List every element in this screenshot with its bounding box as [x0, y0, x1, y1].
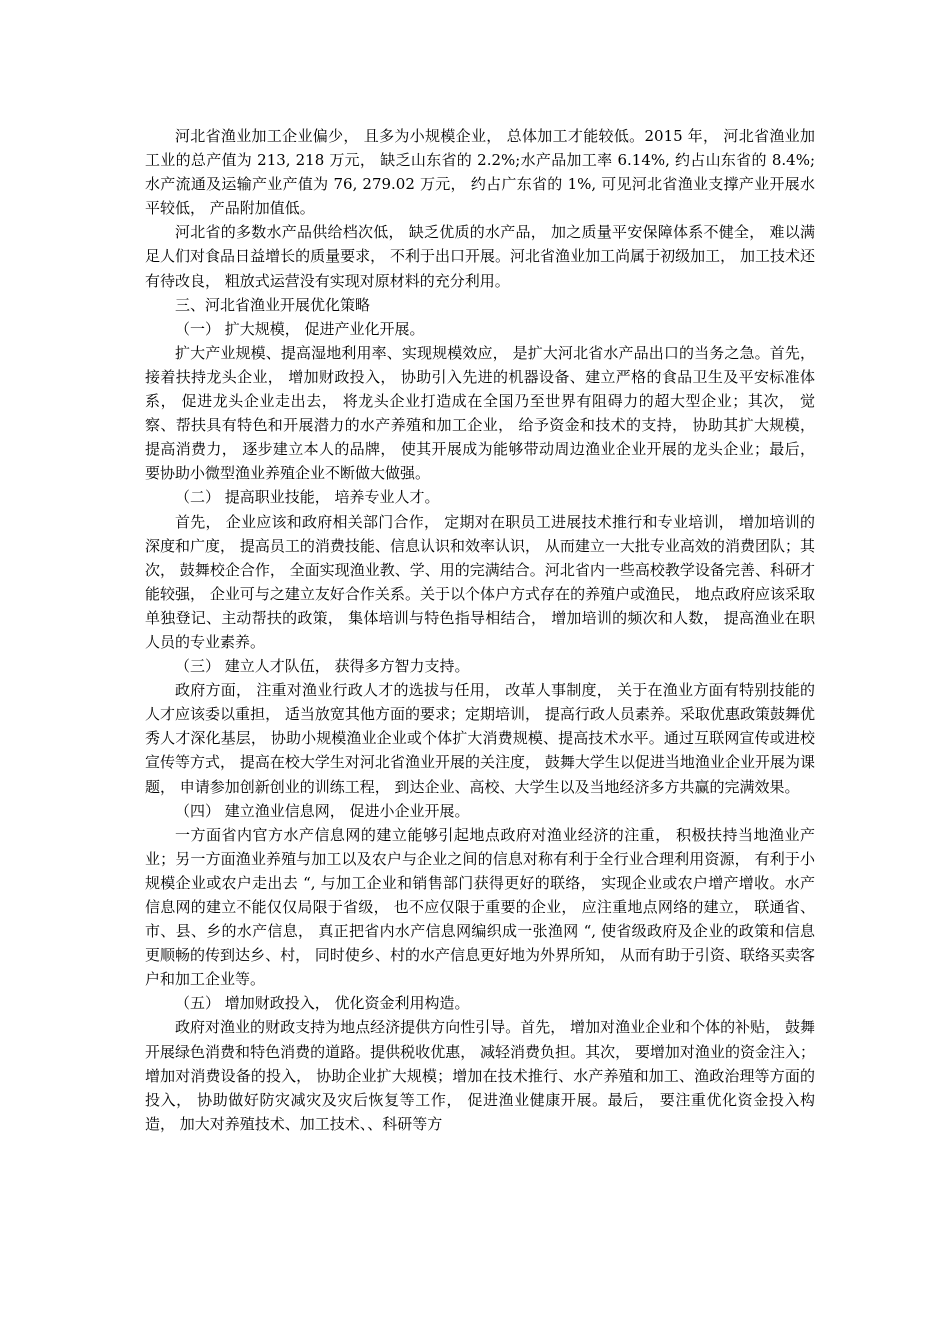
subheading-4: （四） 建立渔业信息网， 促进小企业开展。 [175, 801, 470, 820]
section-heading-strategy: 三、河北省渔业开展优化策略 [175, 295, 371, 314]
paragraph-financial-input: 政府对渔业的财政支持为地点经济提供方向性引导。首先， 增加对渔业企业和个体的补贴， 鼓舞开展绿色消费和特色消费的道路。提供税收优惠， 减轻消费负担。其次， 要增加对渔业的资金注入；增加对消费设备的投入， 协助企业扩大规模；增加在技术推行、水产养殖和加工、渔政治理等方面的投入， 协助做好防灾减灾及灾后恢复等工作， 促进渔业健康开展。最后， 要注重优化资金投入构造， 加大对养殖技术、加工技术、、科研等方 [145, 1018, 815, 1133]
paragraph-product-quality: 河北省的多数水产品供给档次低， 缺乏优质的水产品， 加之质量平安保障体系不健全， 难以满足人们对食品日益增长的质量要求， 不利于出口开展。河北省渔业加工尚属于初级加工， 加工技术还有待改良， 粗放式运营没有实现对原材料的充分利用。 [145, 223, 815, 290]
paragraph-scale-expansion: 扩大产业规模、提高湿地利用率、实现规模效应， 是扩大河北省水产品出口的当务之急。首先， 接着扶持龙头企业， 增加财政投入， 协助引入先进的机器设备、建立严格的食品卫生及平安标准体系， 促进龙头企业走出去， 将龙头企业打造成在全国乃至世界有阻碍力的超大型企业；其次， 觉察、帮扶具有特色和开展潜力的水产养殖和加工企业， 给予资金和技术的支持， 协助其扩大规模， 提高消费力， 逐步建立本人的品牌， 使其开展成为能够带动周边渔业企业开展的龙头企业；最后， 要协助小微型渔业养殖企业不断做大做强。 [145, 343, 815, 483]
document-body [145, 124, 815, 1136]
subheading-2: （二） 提高职业技能， 培养专业人才。 [175, 488, 440, 507]
subheading-5: （五） 增加财政投入， 优化资金利用构造。 [175, 994, 470, 1013]
subheading-3: （三） 建立人才队伍， 获得多方智力支持。 [175, 657, 470, 676]
paragraph-talent-team: 政府方面， 注重对渔业行政人才的选拔与任用， 改革人事制度， 关于在渔业方面有特别技能的人才应该委以重担， 适当放宽其他方面的要求；定期培训， 提高行政人员素养。采取优惠政策鼓舞优秀人才深化基层， 协助小规模渔业企业或个体扩大消费规模、提高技术水平。通过互联网宣传或进校宣传等方式， 提高在校大学生对河北省渔业开展的关注度， 鼓舞大学生以促进当地渔业企业开展为课题， 申请参加创新创业的训练工程， 到达企业、高校、大学生以及当地经济多方共赢的完满效果。 [145, 681, 815, 796]
paragraph-vocational-skills: 首先， 企业应该和政府相关部门合作， 定期对在职员工进展技术推行和专业培训， 增加培训的深度和广度， 提高员工的消费技能、信息认识和效率认识， 从而建立一大批专业高效的消费团队；其次， 鼓舞校企合作， 全面实现渔业教、学、用的完满结合。河北省内一些高校教学设备完善、科研才能较强， 企业可与之建立友好合作关系。关于以个体户方式存在的养殖户或渔民， 地点政府应该采取单独登记、主动帮扶的政策， 集体培训与特色指导相结合， 增加培训的频次和人数， 提高渔业在职人员的专业素养。 [145, 512, 815, 651]
subheading-1: （一） 扩大规模， 促进产业化开展。 [175, 319, 425, 338]
paragraph-processing-scale: 河北省渔业加工企业偏少， 且多为小规模企业， 总体加工才能较低。2015 年， 河北省渔业加工业的总产值为 213, 218 万元， 缺乏山东省的 2.2%;水产品加工率 6.14%, 约占山东省的 8.4%;水产流通及运输产业产值为 76, 279.02 万元， 约占广东省的 1%, 可见河北省渔业支撑产业开展水平较低， 产品附加值低。 [145, 127, 815, 218]
paragraph-info-network: 一方面省内官方水产信息网的建立能够引起地点政府对渔业经济的注重， 积极扶持当地渔业产业；另一方面渔业养殖与加工以及农户与企业之间的信息对称有利于全行业合理利用资源， 有利于小规模企业或农户走出去 “, 与加工企业和销售部门获得更好的联络， 实现企业或农户增产增收。水产信息网的建立不能仅仅局限于省级， 也不应仅限于重要的企业， 应注重地点网络的建立， 联通省、市、县、乡的水产信息， 真正把省内水产信息网编织成一张渔网 “, 使省级政府及企业的政策和信息更顺畅的传到达乡、村， 同时使乡、村的水产信息更好地为外界所知， 从而有助于引资、联络买卖客户和加工企业等。 [145, 825, 815, 989]
